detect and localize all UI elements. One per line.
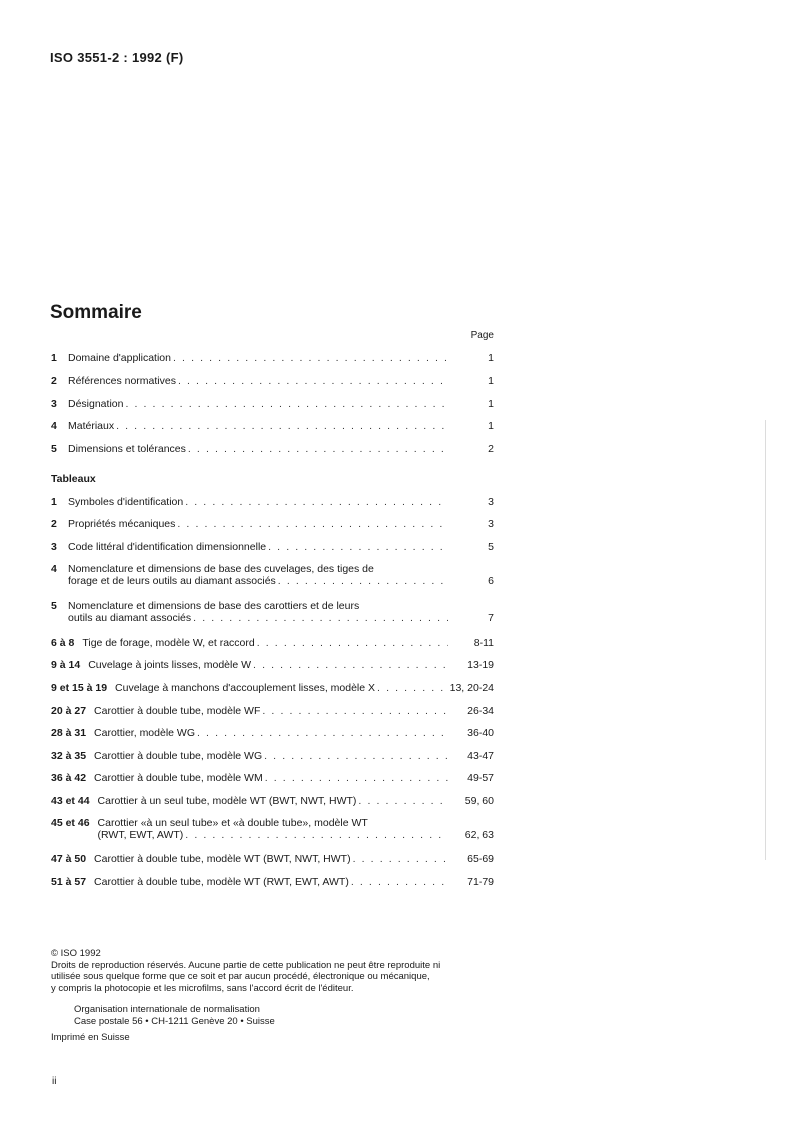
entry-page: 71-79 xyxy=(467,876,494,888)
page-column-label: Page xyxy=(470,330,494,341)
entry-title: Nomenclature et dimensions de base des cuvelages, des tiges de xyxy=(68,563,374,575)
toc-entry[interactable] xyxy=(51,443,494,455)
tables-heading: Tableaux xyxy=(51,473,96,485)
entry-number: 1 xyxy=(51,496,57,508)
entry-number: 9 à 14 xyxy=(51,659,81,671)
document-header: ISO 3551-2 : 1992 (F) xyxy=(50,50,184,65)
copyright-notice xyxy=(51,948,497,994)
entry-title: Cuvelage à joints lisses, modèle W xyxy=(88,659,252,671)
entry-number: 47 à 50 xyxy=(51,853,87,865)
entry-title-continued: (RWT, EWT, AWT) xyxy=(97,829,184,841)
printed-in: Imprimé en Suisse xyxy=(51,1032,130,1043)
organization-address xyxy=(74,1004,275,1027)
leader-dots xyxy=(185,829,448,841)
entry-title: Références normatives xyxy=(68,375,176,387)
entry-number: 3 xyxy=(51,398,57,410)
entry-title: Cuvelage à manchons d'accouplement lisses, modèle X xyxy=(115,682,376,694)
entry-title: Carottier à double tube, modèle WT (BWT, NWT, HWT) xyxy=(94,853,351,865)
entry-title: Domaine d'application xyxy=(68,352,171,364)
toc-entry[interactable] xyxy=(51,659,494,671)
entry-page: 13, 20-24 xyxy=(449,682,494,694)
toc-entry[interactable] xyxy=(51,705,494,717)
leader-dots xyxy=(351,876,448,888)
leader-dots xyxy=(353,853,448,865)
entry-title: Code littéral d'identification dimensionnelle xyxy=(68,541,267,553)
entry-number: 5 xyxy=(51,443,57,455)
entry-title: Matériaux xyxy=(68,420,115,432)
entry-title: Carottier à double tube, modèle WT (RWT, EWT, AWT) xyxy=(94,876,349,888)
entry-number: 3 xyxy=(51,541,57,553)
entry-title: Nomenclature et dimensions de base des carottiers et de leurs xyxy=(68,600,360,612)
toc-entry[interactable] xyxy=(51,352,494,364)
entry-page: 49-57 xyxy=(467,772,494,784)
entry-number: 6 à 8 xyxy=(51,637,75,649)
entry-page: 65-69 xyxy=(467,853,494,865)
entry-page: 2 xyxy=(488,443,494,455)
leader-dots xyxy=(253,659,448,671)
entry-page: 1 xyxy=(488,375,494,387)
entry-title: Carottier à un seul tube, modèle WT (BWT, NWT, HWT) xyxy=(97,795,357,807)
entry-page: 3 xyxy=(488,496,494,508)
leader-dots xyxy=(262,705,448,717)
entry-title-continued: forage et de leurs outils au diamant associés xyxy=(68,575,276,587)
entry-number: 20 à 27 xyxy=(51,705,87,717)
entry-title: Carottier à double tube, modèle WG xyxy=(94,750,263,762)
entry-page: 1 xyxy=(488,398,494,410)
entry-number: 4 xyxy=(51,563,57,575)
toc-entry[interactable] xyxy=(51,795,494,807)
entry-number: 43 et 44 xyxy=(51,795,90,807)
leader-dots xyxy=(116,420,448,432)
leader-dots xyxy=(125,398,448,410)
toc-entry[interactable] xyxy=(51,518,494,530)
leader-dots xyxy=(178,375,448,387)
entry-page: 5 xyxy=(488,541,494,553)
entry-title: Carottier à double tube, modèle WF xyxy=(94,705,261,717)
toc-entry[interactable] xyxy=(51,496,494,508)
entry-number: 51 à 57 xyxy=(51,876,87,888)
entry-page: 3 xyxy=(488,518,494,530)
leader-dots xyxy=(358,795,448,807)
entry-title: Symboles d'identification xyxy=(68,496,184,508)
entry-title: Dimensions et tolérances xyxy=(68,443,186,455)
entry-number: 28 à 31 xyxy=(51,727,87,739)
toc-entry[interactable] xyxy=(51,563,494,587)
leader-dots xyxy=(278,575,448,587)
toc-entry[interactable] xyxy=(51,398,494,410)
toc-entry[interactable] xyxy=(51,375,494,387)
entry-page: 8-11 xyxy=(473,637,494,649)
toc-entry[interactable] xyxy=(51,876,494,888)
entry-number: 32 à 35 xyxy=(51,750,87,762)
entry-page: 7 xyxy=(488,612,494,624)
entry-title: Désignation xyxy=(68,398,124,410)
entry-title: Propriétés mécaniques xyxy=(68,518,176,530)
toc-entry[interactable] xyxy=(51,727,494,739)
leader-dots xyxy=(377,682,444,694)
entry-page: 13-19 xyxy=(467,659,494,671)
toc-entry[interactable] xyxy=(51,750,494,762)
entry-title-continued: outils au diamant associés xyxy=(68,612,192,624)
toc-entry[interactable] xyxy=(51,420,494,432)
entry-number: 36 à 42 xyxy=(51,772,87,784)
entry-number: 2 xyxy=(51,375,57,387)
copyright-line: © ISO 1992 xyxy=(51,948,101,959)
leader-dots xyxy=(173,352,448,364)
leader-dots xyxy=(185,496,448,508)
entry-title: Carottier à double tube, modèle WM xyxy=(94,772,263,784)
leader-dots xyxy=(193,612,448,624)
entry-page: 6 xyxy=(488,575,494,587)
entry-page: 26-34 xyxy=(467,705,494,717)
organization-name: Organisation internationale de normalisation xyxy=(74,1004,260,1015)
scan-artifact-line xyxy=(765,420,766,860)
entry-page: 62, 63 xyxy=(464,829,494,841)
copyright-line: y compris la photocopie et les microfilms, sans l'accord écrit de l'éditeur. xyxy=(51,982,354,994)
leader-dots xyxy=(265,772,448,784)
entry-number: 45 et 46 xyxy=(51,817,90,829)
page-title: Sommaire xyxy=(50,302,142,323)
entry-page: 1 xyxy=(488,352,494,364)
toc-entry[interactable] xyxy=(51,772,494,784)
leader-dots xyxy=(268,541,448,553)
leader-dots xyxy=(264,750,448,762)
entry-page: 36-40 xyxy=(467,727,494,739)
entry-number: 2 xyxy=(51,518,57,530)
toc-entry[interactable] xyxy=(51,817,494,841)
entry-title: Carottier, modèle WG xyxy=(94,727,195,739)
toc-entry[interactable] xyxy=(51,600,494,624)
leader-dots xyxy=(257,637,448,649)
toc-entry[interactable] xyxy=(51,853,494,865)
entry-number: 1 xyxy=(51,352,57,364)
entry-number: 5 xyxy=(51,600,57,612)
leader-dots xyxy=(188,443,448,455)
entry-title: Tige de forage, modèle W, et raccord xyxy=(82,637,255,649)
entry-page: 1 xyxy=(488,420,494,432)
copyright-line: utilisée sous quelque forme que ce soit et par aucun procédé, électronique ou mécanique, xyxy=(51,971,430,983)
leader-dots xyxy=(177,518,448,530)
postal-address: Case postale 56 • CH-1211 Genève 20 • Suisse xyxy=(74,1015,275,1027)
entry-page: 43-47 xyxy=(467,750,494,762)
entry-page: 59, 60 xyxy=(464,795,494,807)
entry-number: 9 et 15 à 19 xyxy=(51,682,108,694)
page-number: ii xyxy=(52,1076,57,1087)
leader-dots xyxy=(197,727,448,739)
toc-entry[interactable] xyxy=(51,637,494,649)
toc-entry[interactable] xyxy=(51,541,494,553)
entry-title: Carottier «à un seul tube» et «à double tube», modèle WT xyxy=(97,817,368,829)
toc-entry[interactable] xyxy=(51,682,494,694)
copyright-line: Droits de reproduction réservés. Aucune partie de cette publication ne peut être reproduite ni xyxy=(51,959,441,971)
entry-number: 4 xyxy=(51,420,57,432)
